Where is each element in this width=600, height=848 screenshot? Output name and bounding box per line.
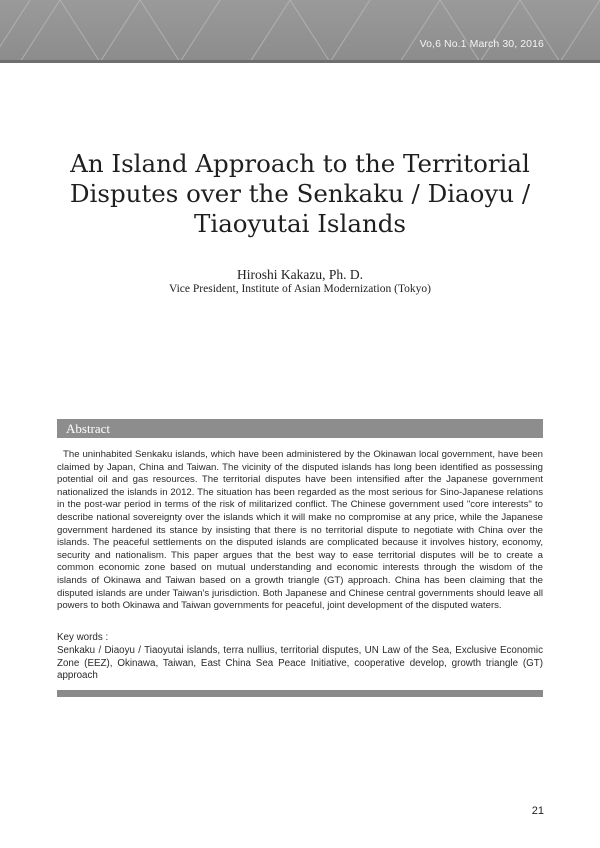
keywords-label: Key words : <box>57 632 109 643</box>
header-pattern <box>0 0 600 62</box>
author-name: Hiroshi Kakazu, Ph. D. <box>237 267 363 282</box>
abstract-heading-bar <box>57 419 543 438</box>
author-affiliation: Vice President, Institute of Asian Modernization (Tokyo) <box>169 283 431 295</box>
section-divider <box>57 690 543 697</box>
abstract-heading: Abstract <box>66 421 111 436</box>
header-band <box>0 0 600 62</box>
title-line: An Island Approach to the Territorial <box>70 149 530 178</box>
header-rule <box>0 60 600 63</box>
keywords-text: Senkaku / Diaoyu / Tiaoyutai islands, terra nullius, territorial disputes, UN Law of the Sea, Exclusive Economic Zone (EEZ), Okinawa, Taiwan, East China Sea Peace Initiative, cooperative develop, growth triangle (GT) approach <box>57 645 543 682</box>
article-title <box>60 149 540 239</box>
abstract-body: The uninhabited Senkaku islands, which have been administered by the Okinawan local government, have been claimed by Japan, China and Taiwan. The vicinity of the disputed islands has long been identified as possessing potential oil and gas resources. The territorial disputes have been intensified after the Japanese government nationalized the islands in 2012. The situation has been regarded as the most serious for Sino-Japanese relations in the post-war period in terms of the risk of militarized conflict. The Chinese government used "core interests" to describe national sovereignty over the islands which it will make no compromise at any price, while the Japanese government hardened its stance by insisting that there is no territorial dispute to negotiate with China over the islands. The peaceful settlements on the disputed islands are complicated because it involves history, economy, security and nationalism. This paper argues that the best way to ease territorial disputes will be to create a common economic zone based on mutual understanding and economic interests through the wisdom of the islands of Okinawa and Taiwan based on a growth triangle (GT) approach. China has been claiming that the disputed islands are under Taiwan's jurisdiction. Both Japanese and Chinese central governments should leave all powers to both Okinawa and Taiwan governments for peaceful, joint development of the disputed waters. <box>57 449 543 612</box>
title-line: Tiaoyutai Islands <box>194 209 406 238</box>
title-line: Disputes over the Senkaku / Diaoyu / <box>69 179 531 208</box>
journal-issue: Vo,6 No.1 March 30, 2016 <box>419 38 544 50</box>
page-number: 21 <box>531 805 544 817</box>
